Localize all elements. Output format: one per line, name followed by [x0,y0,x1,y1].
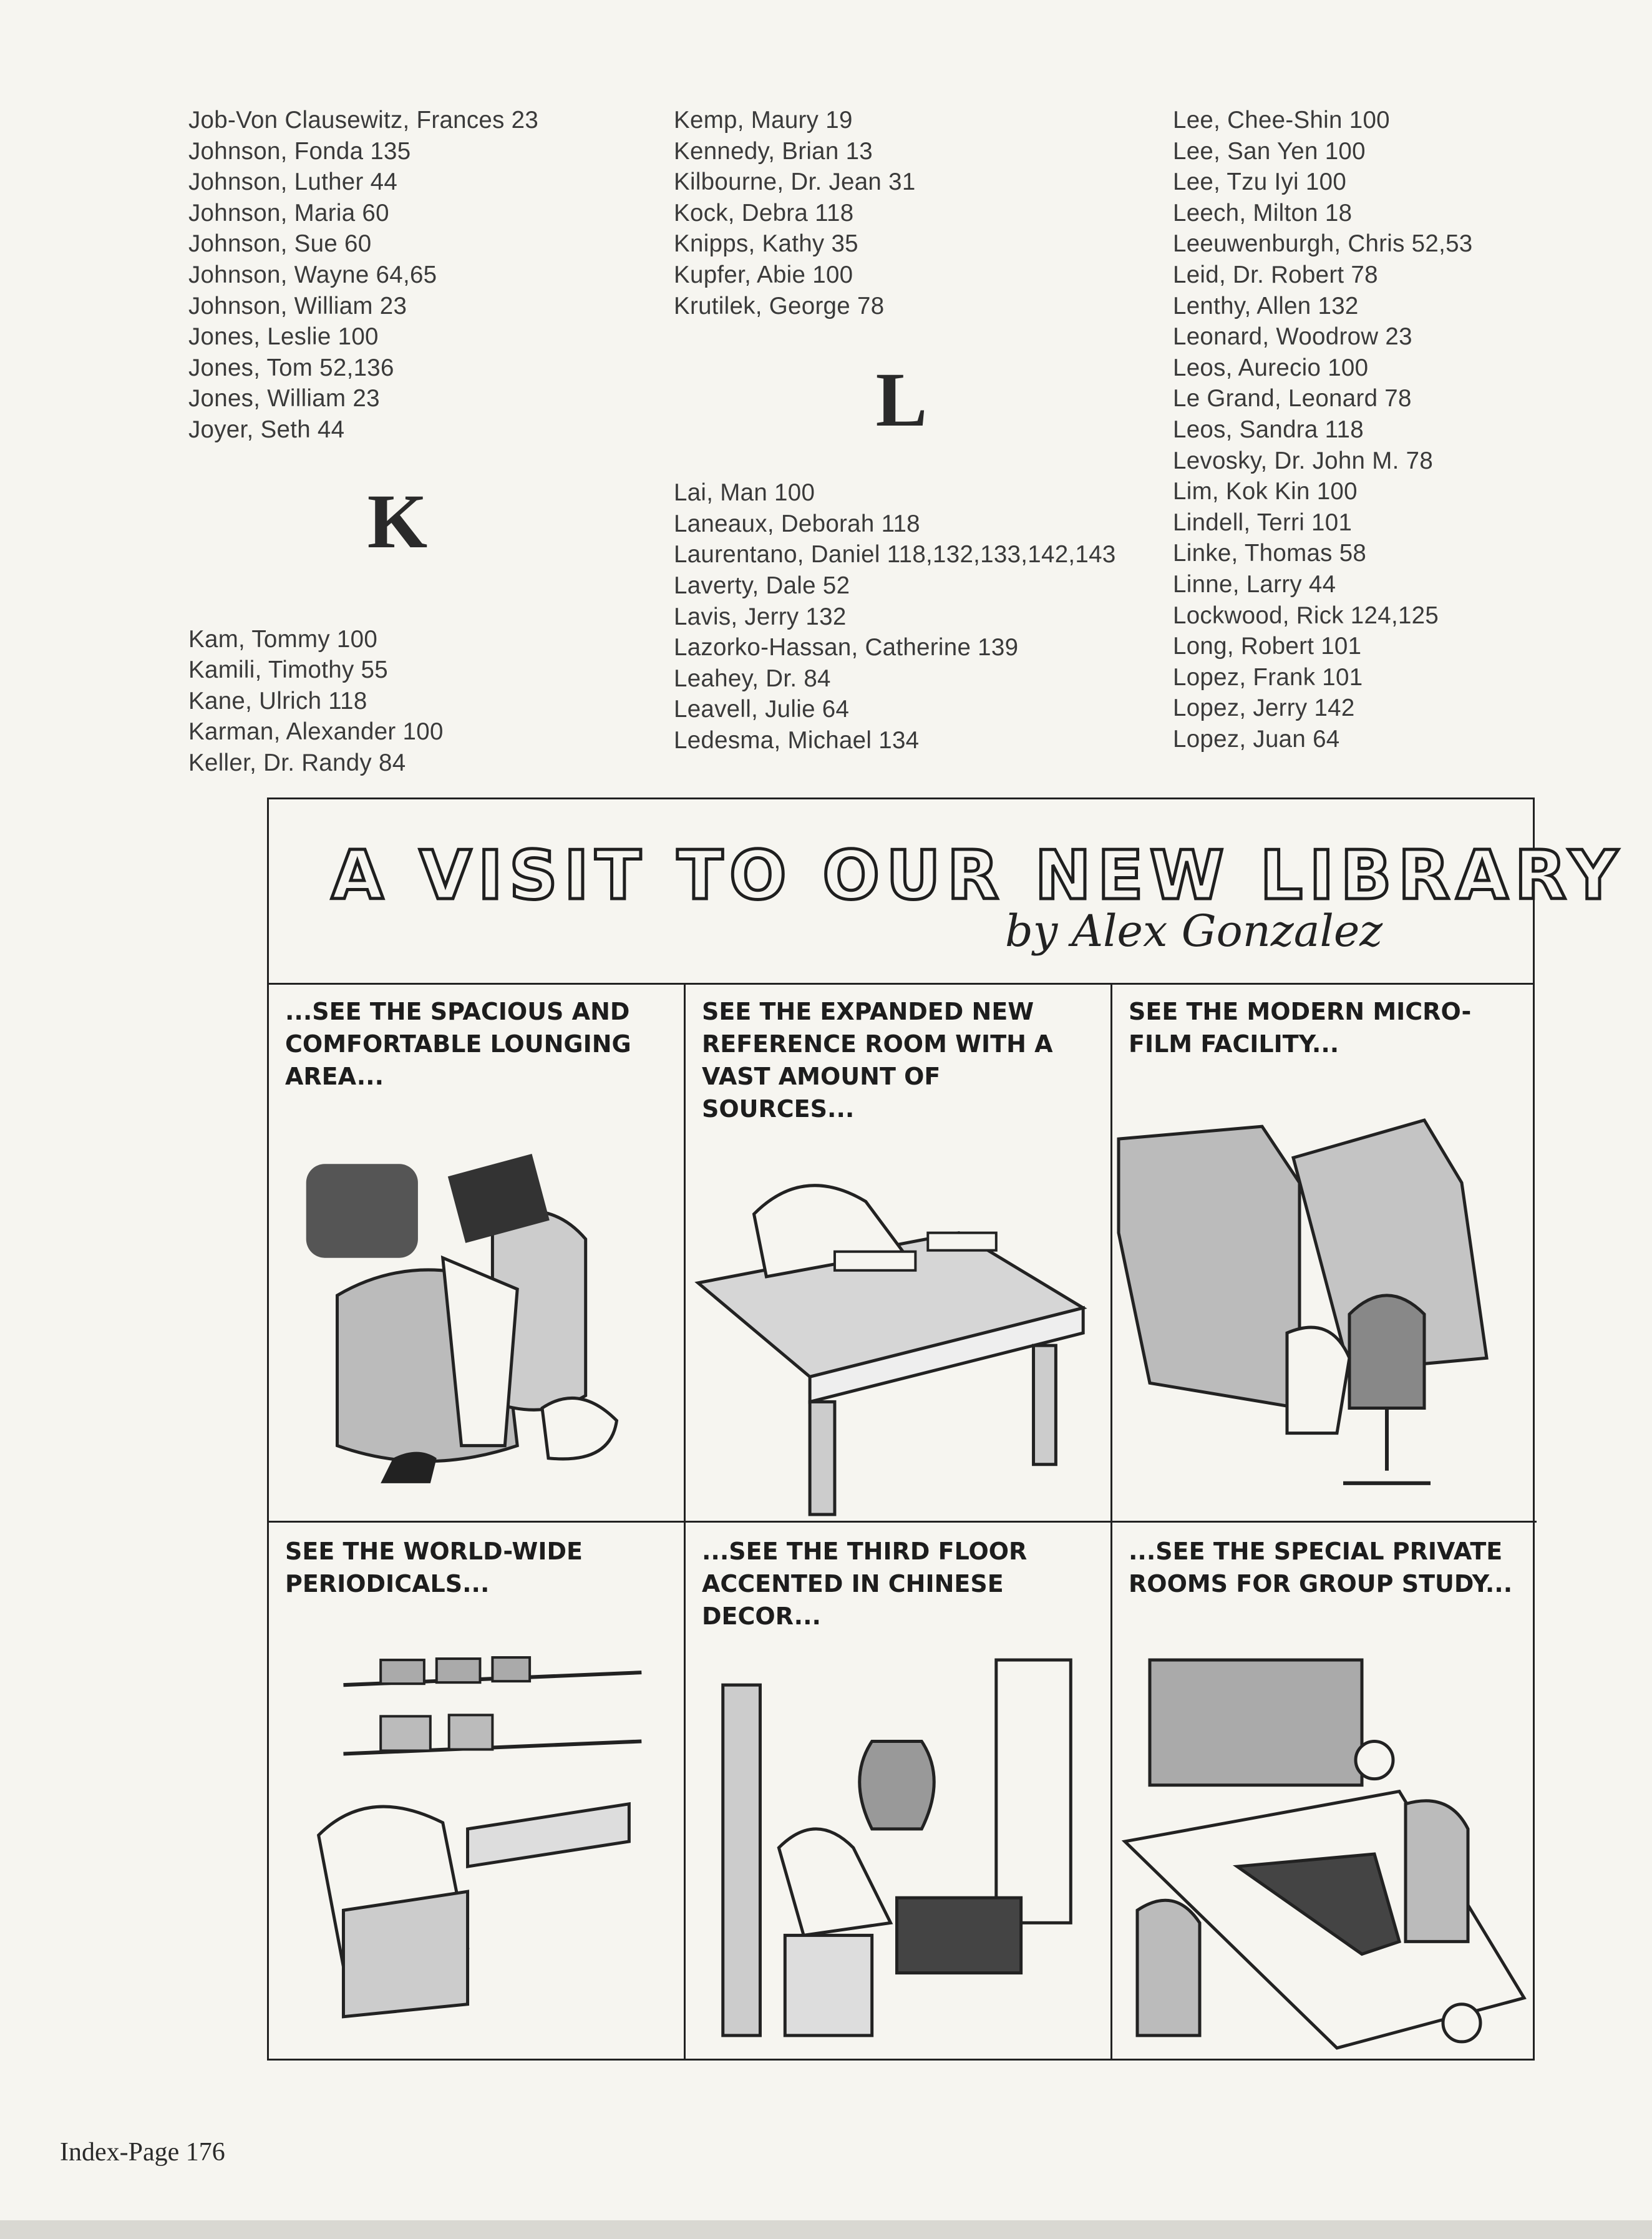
index-entry: Leos, Sandra 118 [1173,416,1364,443]
index-entry: Leid, Dr. Robert 78 [1173,261,1378,288]
index-column-1 [188,105,650,779]
index-entry: Lim, Kok Kin 100 [1173,478,1358,505]
index-entry: Lopez, Frank 101 [1173,663,1363,691]
page-edge [0,2220,1652,2239]
index-entry: Johnson, William 23 [188,292,407,320]
section-letter-k: K [367,478,428,564]
section-letter-l: L [875,357,928,443]
index-entry: Linke, Thomas 58 [1173,540,1367,567]
index-entry: Lee, Tzu Iyi 100 [1173,168,1347,196]
index-entry: Kam, Tommy 100 [188,625,378,653]
comic-title: A VISIT TO OUR NEW LIBRARY [331,837,1624,915]
index-entry: Leos, Aurecio 100 [1173,354,1369,381]
panel-caption: SEE THE MODERN MICRO-FILM FACILITY... [1129,998,1472,1058]
index-entry: Lopez, Jerry 142 [1173,695,1355,722]
comic-panel-lounge [269,983,686,1523]
index-list-k-continued [674,105,1148,321]
group-study-illustration [1112,1647,1537,2061]
index-entry: Karman, Alexander 100 [188,718,444,746]
page-footer: Index-Page 176 [60,2138,225,2167]
index-entry: Laneaux, Deborah 118 [674,510,920,537]
index-entry: Jones, William 23 [188,385,380,412]
index-entry: Kane, Ulrich 118 [188,687,367,715]
index-entry: Leeuwenburgh, Chris 52,53 [1173,230,1473,258]
comic-panel-group-study [1112,1523,1537,2061]
index-entry: Kock, Debra 118 [674,199,854,227]
lounge-illustration [269,1108,684,1521]
index-entry: Johnson, Maria 60 [188,199,389,227]
index-entry: Lazorko-Hassan, Catherine 139 [674,634,1019,661]
comic-header [269,799,1624,985]
microfilm-illustration [1112,1108,1537,1521]
index-entry: Johnson, Wayne 64,65 [188,261,437,288]
index-list-k [188,624,650,779]
index-entry: Lee, Chee-Shin 100 [1173,107,1390,134]
index-entry: Kamili, Timothy 55 [188,656,388,684]
index-column-3 [1173,105,1560,754]
index-entry: Le Grand, Leonard 78 [1173,385,1412,412]
index-entry: Linne, Larry 44 [1173,570,1336,598]
index-entry: Leech, Milton 18 [1173,199,1353,227]
index-entry: Lai, Man 100 [674,479,815,507]
index-entry: Lindell, Terri 101 [1173,509,1353,536]
comic-panel-chinese-decor [686,1523,1112,2061]
index-list-j [188,105,650,446]
index-entry: Johnson, Sue 60 [188,230,372,258]
index-entry: Laurentano, Daniel 118,132,133,142,143 [674,541,1116,568]
comic-byline: by Alex Gonzalez [1005,905,1383,957]
index-entry: Levosky, Dr. John M. 78 [1173,447,1434,474]
reference-illustration [686,1108,1110,1521]
comic-panel-periodicals [269,1523,686,2061]
index-entry: Joyer, Seth 44 [188,416,345,443]
index-entry: Lopez, Juan 64 [1173,725,1340,753]
panel-caption: ...SEE THE THIRD FLOOR ACCENTED IN CHINESE DECOR... [702,1538,1028,1630]
index-list-l-continued [1173,105,1560,754]
index-list-l [674,477,1148,756]
index-entry: Keller, Dr. Randy 84 [188,749,406,776]
index-column-2 [674,105,1148,756]
index-entry: Krutilek, George 78 [674,292,885,320]
index-entry: Jones, Tom 52,136 [188,354,394,381]
index-entry: Kilbourne, Dr. Jean 31 [674,168,916,196]
index-entry: Kupfer, Abie 100 [674,261,853,288]
comic-panel-reference [686,983,1112,1523]
index-entry: Lee, San Yen 100 [1173,137,1366,165]
comic-panel-microfilm [1112,983,1537,1523]
index-entry: Lavis, Jerry 132 [674,603,847,630]
index-entry: Laverty, Dale 52 [674,572,850,599]
panel-caption: SEE THE WORLD-WIDE PERIODICALS... [285,1538,583,1598]
index-entry: Leonard, Woodrow 23 [1173,323,1412,351]
panel-caption: ...SEE THE SPECIAL PRIVATE ROOMS FOR GROUP STUDY... [1129,1538,1513,1598]
index-entry: Ledesma, Michael 134 [674,726,920,754]
panel-caption: SEE THE EXPANDED NEW REFERENCE ROOM WITH A VAST AMOUNT OF SOURCES... [702,998,1053,1123]
index-entry: Knipps, Kathy 35 [674,230,858,258]
index-entry: Job-Von Clausewitz, Frances 23 [188,107,539,134]
index-entry: Johnson, Fonda 135 [188,137,411,165]
index-entry: Leahey, Dr. 84 [674,665,831,692]
periodicals-illustration [269,1647,684,2061]
chinese-decor-illustration [686,1647,1110,2061]
index-entry: Lenthy, Allen 132 [1173,292,1359,320]
comic-strip [267,798,1624,2061]
index-entry: Lockwood, Rick 124,125 [1173,602,1439,629]
index-entry: Kemp, Maury 19 [674,107,853,134]
index-entry: Kennedy, Brian 13 [674,137,873,165]
index-entry: Leavell, Julie 64 [674,696,850,723]
index-entry: Johnson, Luther 44 [188,168,398,196]
index-entry: Long, Robert 101 [1173,633,1362,660]
panel-caption: ...SEE THE SPACIOUS AND COMFORTABLE LOUNGING AREA... [285,998,631,1090]
index-entry: Jones, Leslie 100 [188,323,379,351]
